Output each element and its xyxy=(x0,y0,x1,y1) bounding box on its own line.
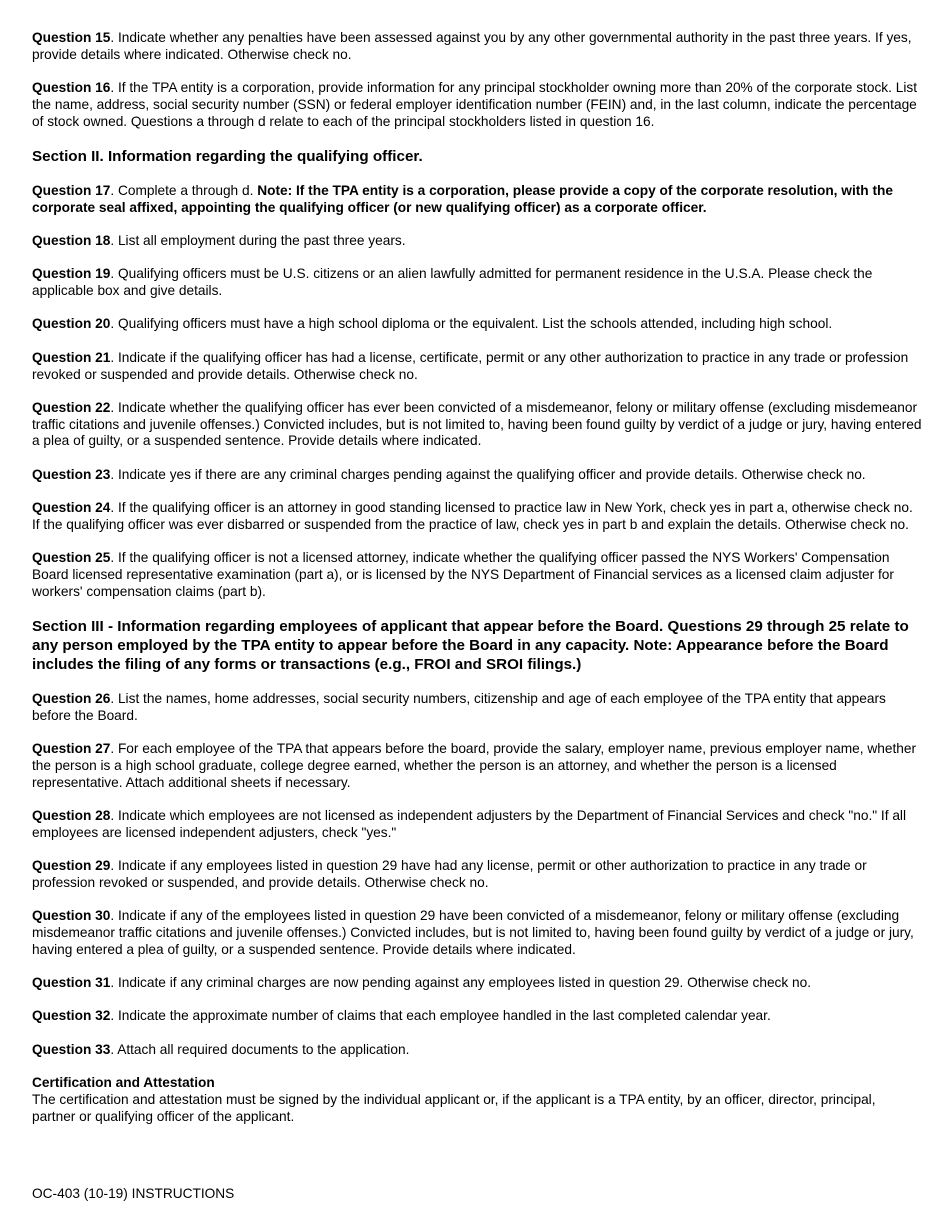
certification-heading: Certification and Attestation xyxy=(32,1074,215,1090)
question-25: Question 25. If the qualifying officer is not a licensed attorney, indicate whether the qualifying officer passed the NYS Workers' Compensation Board licensed representative examination (part a), or is licensed by the NYS Department of Financial services as a licensed claim adjuster for workers' compensation claims (part b). xyxy=(32,550,894,599)
form-footer: OC-403 (10-19) INSTRUCTIONS xyxy=(32,1186,235,1201)
question-30: Question 30. Indicate if any of the employees listed in question 29 have been convicted of a misdemeanor, felony or military offense (excluding misdemeanor traffic citations and juvenile offenses.) Convicted includes, but is not limited to, having been found guilty by verdict of a judge or jury, having entered a plea of guilty, or a suspended sentence. Provide details where indicated. xyxy=(32,908,914,957)
certification-block xyxy=(32,1075,922,1125)
question-21: Question 21. Indicate if the qualifying officer has had a license, certificate, permit or any other authorization to practice in any trade or profession revoked or suspended and provide details. Otherwise check no. xyxy=(32,349,909,382)
question-16: Question 16. If the TPA entity is a corporation, provide information for any principal stockholder owning more than 20% of the corporate stock. List the name, address, social security number (SSN) or federal employer identification number (FEIN) and, in the last column, indicate the percentage of stock owned. Questions a through d relate to each of the principal stockholders listed in question 16. xyxy=(32,80,918,129)
question-26: Question 26. List the names, home addresses, social security numbers, citizenship and age of each employee of the TPA entity that appears before the Board. xyxy=(32,691,886,723)
question-18: Question 18. List all employment during the past three years. xyxy=(32,233,406,249)
question-20: Question 20. Qualifying officers must have a high school diploma or the equivalent. List the schools attended, including high school. xyxy=(32,316,833,332)
question-17-note: Note: If the TPA entity is a corporation, please provide a copy of the corporate resolution, with the corporate seal affixed, appointing the qualifying officer (or new qualifying officer) as a corporate officer. xyxy=(32,182,893,215)
question-29: Question 29. Indicate if any employees listed in question 29 have had any license, permit or other authorization to practice in any trade or profession revoked or suspended, and provide details. Otherwise check no. xyxy=(32,858,867,890)
instructions-page xyxy=(32,30,922,1142)
question-24: Question 24. If the qualifying officer is an attorney in good standing licensed to practice law in New York, check yes in part a, otherwise check no. If the qualifying officer was ever disbarred or suspended from the practice of law, check yes in part b and explain the details. Otherwise check no. xyxy=(32,500,913,532)
question-31: Question 31. Indicate if any criminal charges are now pending against any employees listed in question 29. Otherwise check no. xyxy=(32,975,812,991)
certification-text: The certification and attestation must be signed by the individual applicant or, if the applicant is a TPA entity, by an officer, director, principal, partner or qualifying officer of the applicant. xyxy=(32,1091,876,1124)
question-28: Question 28. Indicate which employees are not licensed as independent adjusters by the Department of Financial Services and check "no." If all employees are licensed independent adjusters, check "yes." xyxy=(32,808,907,840)
question-33: Question 33. Attach all required documents to the application. xyxy=(32,1041,410,1057)
question-23: Question 23. Indicate yes if there are any criminal charges pending against the qualifying officer and provide details. Otherwise check no. xyxy=(32,466,866,482)
question-17: Question 17. Complete a through d. Note: If the TPA entity is a corporation, please provide a copy of the corporate resolution, with the corporate seal affixed, appointing the qualifying officer (or new qualifying officer) as a corporate officer. xyxy=(32,182,893,215)
section-3-heading: Section III - Information regarding employees of applicant that appear before the Board. Questions 29 through 25 relate to any person employed by the TPA entity to appear before the Board in any capacity. Note: Appearance before the Board includes the filing of any forms or transactions (e.g., FROI and SROI filings.) xyxy=(32,618,909,674)
section-2-heading: Section II. Information regarding the qualifying officer. xyxy=(32,147,423,165)
question-19: Question 19. Qualifying officers must be U.S. citizens or an alien lawfully admitted for permanent residence in the U.S.A. Please check the applicable box and give details. xyxy=(32,266,873,299)
question-27: Question 27. For each employee of the TPA that appears before the board, provide the salary, employer name, previous employer name, whether the person is a high school graduate, college degree earned, whether the person is an attorney, and whether the person is a licensed representative. Attach additional sheets if necessary. xyxy=(32,741,917,790)
question-22: Question 22. Indicate whether the qualifying officer has ever been convicted of a misdemeanor, felony or military offense (excluding misdemeanor traffic citations and juvenile offenses.) Convicted includes, but is not limited to, having been found guilty by verdict of a judge or jury, having entered a plea of guilty, or a suspended sentence. Provide details where indicated. xyxy=(32,399,922,449)
question-15: Question 15. Indicate whether any penalties have been assessed against you by any other governmental authority in the past three years. If yes, provide details where indicated. Otherwise check no. xyxy=(32,30,912,62)
question-32: Question 32. Indicate the approximate number of claims that each employee handled in the last completed calendar year. xyxy=(32,1008,771,1024)
